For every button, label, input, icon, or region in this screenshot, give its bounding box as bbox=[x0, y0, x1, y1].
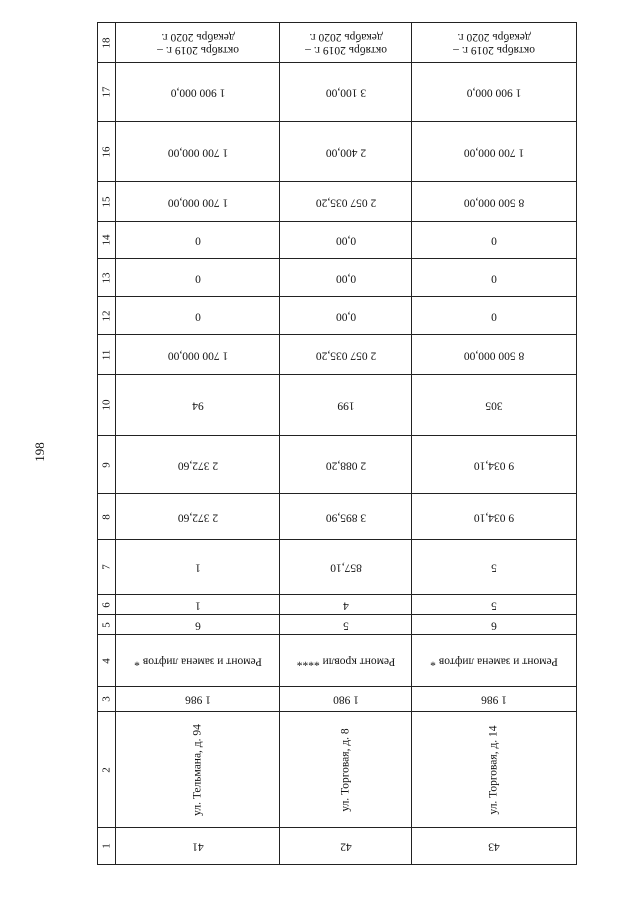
table-cell bbox=[280, 63, 412, 122]
column-number-cell bbox=[98, 222, 116, 259]
cell-value: 199 bbox=[336, 399, 355, 412]
table-row bbox=[98, 436, 577, 494]
table-cell bbox=[280, 687, 412, 712]
table-cell bbox=[412, 297, 577, 335]
table-row bbox=[98, 222, 577, 259]
column-number-cell bbox=[98, 259, 116, 297]
column-number: 14 bbox=[100, 234, 113, 246]
table-cell bbox=[412, 828, 577, 865]
column-number: 17 bbox=[100, 86, 113, 98]
table-cell bbox=[116, 259, 280, 297]
table-cell bbox=[412, 222, 577, 259]
column-number-cell bbox=[98, 182, 116, 222]
cell-value: Ремонт кровли **** bbox=[296, 655, 395, 668]
cell-value: октябрь 2019 г. – декабрь 2020 г. bbox=[453, 30, 535, 56]
cell-value: 2 057 035,20 bbox=[315, 196, 376, 209]
cell-value: 0,00 bbox=[335, 310, 356, 323]
cell-value: 43 bbox=[488, 840, 500, 853]
data-table bbox=[97, 22, 576, 859]
column-number-cell bbox=[98, 540, 116, 595]
table-cell bbox=[412, 375, 577, 436]
column-number: 10 bbox=[100, 399, 113, 411]
table-cell bbox=[280, 635, 412, 687]
cell-value: 1 bbox=[194, 599, 201, 612]
column-number-cell bbox=[98, 595, 116, 615]
table-cell bbox=[412, 23, 577, 63]
column-number: 11 bbox=[100, 349, 113, 360]
column-number-cell bbox=[98, 436, 116, 494]
table-cell bbox=[280, 23, 412, 63]
table-cell bbox=[116, 182, 280, 222]
cell-value: 1 700 000,00 bbox=[167, 146, 228, 159]
cell-value: 2 088,20 bbox=[325, 459, 366, 472]
column-number: 16 bbox=[100, 146, 113, 157]
column-number-cell bbox=[98, 712, 116, 828]
table-cell bbox=[116, 122, 280, 182]
table-cell bbox=[412, 712, 577, 828]
cell-value: 9 034,10 bbox=[473, 459, 515, 472]
table-row bbox=[98, 540, 577, 595]
cell-value: 0 bbox=[194, 272, 201, 285]
table-cell bbox=[412, 259, 577, 297]
cell-value: 2 372,60 bbox=[177, 511, 218, 524]
table-cell bbox=[116, 615, 280, 635]
table-row bbox=[98, 494, 577, 540]
table-row bbox=[98, 595, 577, 615]
cell-value: 1 980 bbox=[332, 693, 359, 706]
table-row bbox=[98, 63, 577, 122]
cell-value: 9 034,10 bbox=[473, 511, 515, 524]
table-cell bbox=[116, 23, 280, 63]
table-cell bbox=[280, 335, 412, 375]
cell-value: 305 bbox=[485, 399, 503, 412]
table-cell bbox=[280, 828, 412, 865]
cell-value: 6 bbox=[491, 619, 497, 632]
cell-value: октябрь 2019 г. – декабрь 2020 г. bbox=[304, 30, 387, 56]
table-row bbox=[98, 182, 577, 222]
column-number-cell bbox=[98, 828, 116, 865]
column-number-cell bbox=[98, 63, 116, 122]
cell-value: 5 bbox=[491, 561, 497, 574]
page-number: 198 bbox=[32, 442, 47, 462]
cell-value: 0 bbox=[194, 234, 201, 247]
table-cell bbox=[116, 436, 280, 494]
table-cell bbox=[280, 222, 412, 259]
column-number-cell bbox=[98, 615, 116, 635]
cell-value: 1 900 000,0 bbox=[466, 86, 522, 99]
column-number: 6 bbox=[100, 601, 113, 608]
column-number-cell bbox=[98, 687, 116, 712]
table-cell bbox=[412, 436, 577, 494]
cell-value: ул. Торговая, д. 8 bbox=[338, 727, 351, 812]
column-number: 12 bbox=[100, 310, 113, 321]
table-cell bbox=[116, 297, 280, 335]
table-cell bbox=[412, 122, 577, 182]
table-row bbox=[98, 828, 577, 865]
cell-value: 3 100,00 bbox=[325, 86, 366, 99]
cell-value: 41 bbox=[191, 840, 204, 853]
table-cell bbox=[116, 712, 280, 828]
cell-value: 1 986 bbox=[481, 693, 507, 706]
table-cell bbox=[412, 540, 577, 595]
table-row bbox=[98, 259, 577, 297]
column-number: 13 bbox=[100, 272, 113, 283]
cell-value: 1 700 000,00 bbox=[463, 146, 525, 159]
column-number: 9 bbox=[100, 461, 113, 468]
column-number: 5 bbox=[100, 621, 113, 628]
cell-value: 2 372,60 bbox=[177, 459, 218, 472]
cell-value: 6 bbox=[194, 619, 201, 632]
cell-value: 94 bbox=[191, 399, 204, 412]
cell-value: 8 500 000,00 bbox=[463, 349, 525, 362]
cell-value: 0 bbox=[491, 272, 497, 285]
table-cell bbox=[280, 259, 412, 297]
cell-value: 0,00 bbox=[335, 234, 356, 247]
cell-value: 3 895,90 bbox=[325, 511, 366, 524]
table-row bbox=[98, 687, 577, 712]
table-cell bbox=[116, 63, 280, 122]
cell-value: 1 700 000,00 bbox=[167, 196, 228, 209]
column-number: 3 bbox=[100, 696, 113, 702]
column-number: 8 bbox=[100, 513, 113, 520]
table-row bbox=[98, 122, 577, 182]
table-cell bbox=[412, 635, 577, 687]
table-row bbox=[98, 635, 577, 687]
cell-value: 5 bbox=[491, 599, 497, 612]
cell-value: 1 986 bbox=[184, 693, 211, 706]
cell-value: октябрь 2019 г. – декабрь 2020 г. bbox=[156, 30, 239, 56]
column-number-cell bbox=[98, 375, 116, 436]
data-table-grid bbox=[97, 22, 577, 865]
table-row bbox=[98, 615, 577, 635]
column-number: 15 bbox=[100, 196, 113, 207]
cell-value: 0 bbox=[194, 310, 201, 323]
table-cell bbox=[280, 712, 412, 828]
column-number-cell bbox=[98, 494, 116, 540]
column-number: 2 bbox=[100, 766, 113, 773]
table-cell bbox=[280, 122, 412, 182]
table-cell bbox=[116, 222, 280, 259]
table-cell bbox=[116, 540, 280, 595]
table-cell bbox=[280, 375, 412, 436]
table-cell bbox=[116, 494, 280, 540]
cell-value: 1 bbox=[194, 561, 201, 574]
cell-value: 0 bbox=[491, 234, 497, 247]
table-row bbox=[98, 375, 577, 436]
cell-value: 857,10 bbox=[329, 561, 362, 574]
table-cell bbox=[412, 595, 577, 615]
table-cell bbox=[412, 494, 577, 540]
table-cell bbox=[280, 615, 412, 635]
table-cell bbox=[280, 297, 412, 335]
column-number-cell bbox=[98, 23, 116, 63]
cell-value: 42 bbox=[339, 840, 352, 853]
table-cell bbox=[116, 375, 280, 436]
cell-value: ул. Торговая, д. 14 bbox=[487, 724, 500, 815]
cell-value: 5 bbox=[342, 619, 349, 632]
table-cell bbox=[116, 595, 280, 615]
cell-value: 0,00 bbox=[335, 272, 356, 285]
column-number: 18 bbox=[100, 37, 113, 48]
table-cell bbox=[412, 63, 577, 122]
cell-value: 0 bbox=[491, 310, 497, 323]
table-cell bbox=[116, 687, 280, 712]
column-number-cell bbox=[98, 335, 116, 375]
cell-value: 2 400,00 bbox=[325, 146, 366, 159]
table-cell bbox=[280, 540, 412, 595]
column-number-cell bbox=[98, 297, 116, 335]
table-cell bbox=[412, 615, 577, 635]
table-cell bbox=[280, 595, 412, 615]
column-number-cell bbox=[98, 122, 116, 182]
table-row bbox=[98, 335, 577, 375]
cell-value: Ремонт и замена лифтов * bbox=[133, 655, 262, 668]
column-number: 7 bbox=[100, 564, 113, 570]
table-cell bbox=[280, 436, 412, 494]
cell-value: 4 bbox=[342, 599, 349, 612]
table-cell bbox=[280, 494, 412, 540]
cell-value: 1 900 000,0 bbox=[170, 86, 225, 99]
table-cell bbox=[280, 182, 412, 222]
cell-value: ул. Тельмана, д. 94 bbox=[190, 723, 203, 816]
table-cell bbox=[116, 635, 280, 687]
table-cell bbox=[412, 335, 577, 375]
table-cell bbox=[116, 335, 280, 375]
cell-value: 1 700 000,00 bbox=[167, 349, 228, 362]
table-row bbox=[98, 23, 577, 63]
table-row bbox=[98, 297, 577, 335]
column-number: 4 bbox=[100, 657, 113, 664]
cell-value: 8 500 000,00 bbox=[463, 196, 525, 209]
cell-value: Ремонт и замена лифтов * bbox=[430, 655, 558, 668]
table-cell bbox=[116, 828, 280, 865]
table-cell bbox=[412, 182, 577, 222]
table-row bbox=[98, 712, 577, 828]
column-number: 1 bbox=[100, 843, 113, 849]
column-number-cell bbox=[98, 635, 116, 687]
table-cell bbox=[412, 687, 577, 712]
cell-value: 2 057 035,20 bbox=[315, 349, 376, 362]
